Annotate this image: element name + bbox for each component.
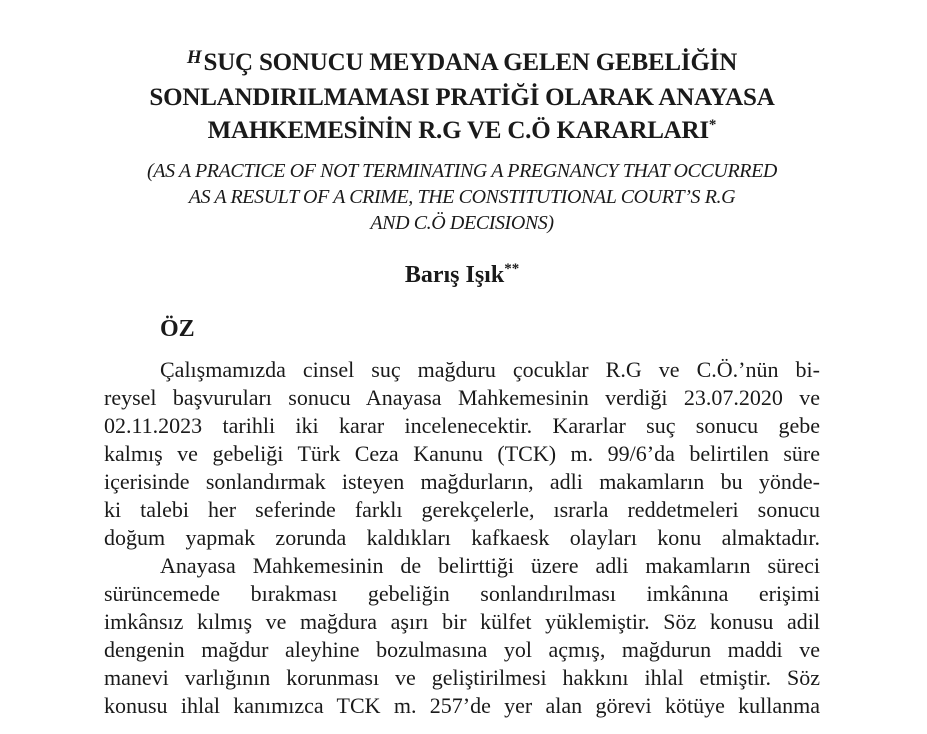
subtitle-line-1: (AS A PRACTICE OF NOT TERMINATING A PREGNANCY THAT OCCURRED: [147, 160, 777, 182]
text-line: içerisinde sonlandırmak isteyen mağdurların, adli makamların bu yönde-: [104, 469, 820, 494]
text-line: Çalışmamızda cinsel suç mağduru çocuklar R.G ve C.Ö.’nün bi-: [160, 357, 820, 382]
text-line: kalmış ve gebeliği Türk Ceza Kanunu (TCK) m. 99/6’da belirtilen süre: [104, 441, 820, 466]
text-line: 02.11.2023 tarihli iki karar incelenecektir. Kararlar suç sonucu gebe: [104, 413, 820, 438]
subtitle-line-2: AS A RESULT OF A CRIME, THE CONSTITUTIONAL COURT’S R.G: [188, 186, 736, 208]
author-name: Barış Işık: [404, 262, 505, 288]
handwritten-h-mark: H: [186, 47, 202, 68]
abstract-paragraph-2: [104, 552, 820, 720]
abstract-paragraph-1: [104, 356, 820, 552]
text-line: dengenin mağdur aleyhine bozulmasına yol açmış, mağdurun maddi ve: [104, 637, 820, 662]
title-line-2: SONLANDIRILMAMASI PRATİĞİ OLARAK ANAYASA: [149, 84, 775, 111]
subtitle-translation-block: [104, 158, 820, 236]
author-footnote-mark: **: [504, 261, 520, 277]
title-text-3: MAHKEMESİNİN R.G VE C.Ö KARARLARI: [207, 117, 709, 144]
title-footnote-mark: *: [708, 117, 717, 133]
title-line-1: [104, 46, 820, 81]
text-line: reysel başvuruları sonucu Anayasa Mahkemesinin verdiği 23.07.2020 ve: [104, 385, 820, 410]
text-line: konusu ihlal kanımızca TCK m. 257’de yer alan görevi kötüye kullanma: [104, 693, 820, 718]
text-line: manevi varlığının korunması ve geliştirilmesi hakkını ihlal etmiştir. Söz: [104, 665, 820, 690]
abstract-text: [104, 356, 820, 720]
text-line: Anayasa Mahkemesinin de belirttiği üzere adli makamların süreci: [160, 553, 820, 578]
title-line-3: [104, 114, 820, 151]
title-block: [104, 46, 820, 151]
subtitle-line-3: AND C.Ö DECISIONS): [370, 212, 554, 234]
text-line: ki talebi her seferinde farklı gerekçelerle, ısrarla reddetmeleri sonucu: [104, 497, 820, 522]
author-line: [104, 261, 820, 292]
text-line: imkânsız kılmış ve mağdura aşırı bir külfet yüklemiştir. Söz konusu adil: [104, 609, 820, 634]
abstract-heading: ÖZ: [160, 316, 195, 342]
text-line: doğum yapmak zorunda kaldıkları kafkaesk olayları konu almaktadır.: [104, 525, 820, 550]
text-line: sürüncemede bırakması gebeliğin sonlandırılması imkânına erişimi: [104, 581, 820, 606]
title-text-1: SUÇ SONUCU MEYDANA GELEN GEBELİĞİN: [203, 49, 738, 76]
